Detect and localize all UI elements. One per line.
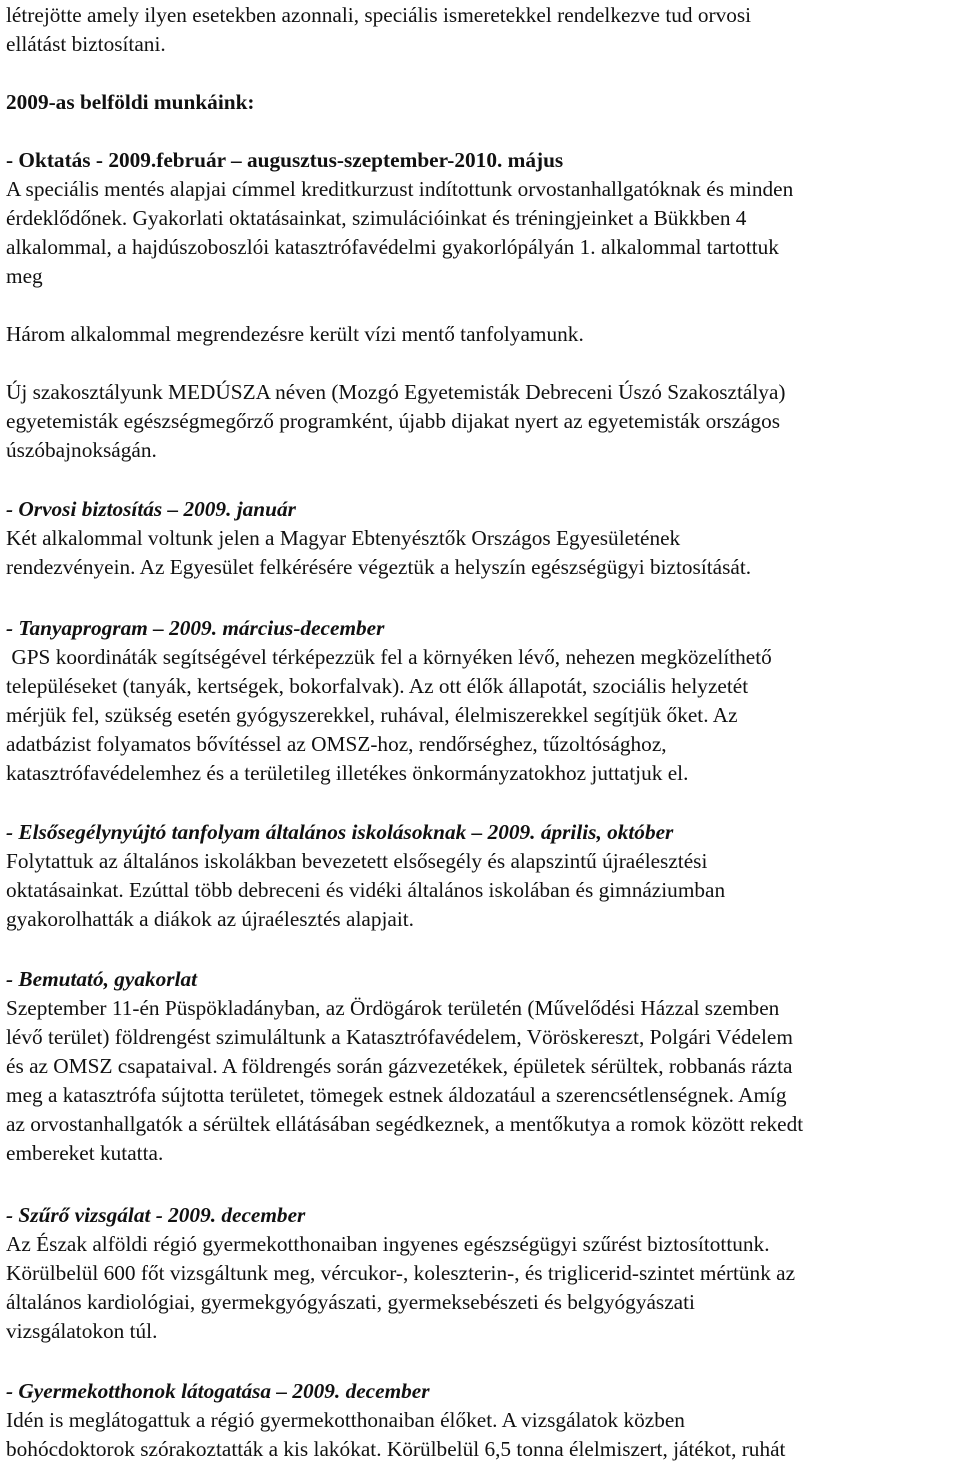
paragraph-line: Szeptember 11-én Püspökladányban, az Ördögárok területén (Művelődési Házzal szemben bbox=[6, 996, 780, 1020]
bemutato-heading: - Bemutató, gyakorlat bbox=[6, 967, 198, 991]
paragraph-line: Két alkalommal voltunk jelen a Magyar Ebtenyésztők Országos Egyesületének bbox=[6, 526, 681, 550]
elsosegely-heading: - Elsősegélynyújtó tanfolyam általános iskolásoknak – 2009. április, október bbox=[6, 820, 674, 844]
paragraph-line: rendezvényein. Az Egyesület felkérésére végeztük a helyszín egészségügyi biztosítását. bbox=[6, 555, 752, 579]
tanya-heading: - Tanyaprogram – 2009. március-december bbox=[6, 616, 385, 640]
paragraph-line: Körülbelül 600 főt vizsgáltunk meg, vércukor-, koleszterin-, és triglicerid-szintet mértünk az bbox=[6, 1261, 796, 1285]
paragraph-line: úszóbajnokságán. bbox=[6, 438, 157, 462]
paragraph-line: az orvostanhallgatók a sérültek ellátásában segédkeznek, a mentőkutya a romok között rekedt bbox=[6, 1112, 804, 1136]
section-heading: 2009-as belföldi munkáink: bbox=[6, 90, 255, 114]
paragraph-line: Az Észak alföldi régió gyermekotthonaiban ingyenes egészségügyi szűrést biztosítottunk. bbox=[6, 1232, 770, 1256]
intro-line: ellátást biztosítani. bbox=[6, 32, 166, 56]
paragraph-line: meg bbox=[6, 264, 43, 288]
paragraph-line: érdeklődőnek. Gyakorlati oktatásainkat, szimulációinkat és tréningjeinket a Bükkben 4 bbox=[6, 206, 747, 230]
paragraph-line: oktatásainkat. Ezúttal több debreceni és vidéki általános iskolában és gimnáziumban bbox=[6, 878, 726, 902]
paragraph-line: GPS koordináták segítségével térképezzük fel a környéken lévő, nehezen megközelíthető bbox=[6, 645, 772, 669]
paragraph-line: embereket kutatta. bbox=[6, 1141, 164, 1165]
paragraph-line: A speciális mentés alapjai címmel kreditkurzust indítottunk orvostanhallgatóknak és minden bbox=[6, 177, 794, 201]
gyermek-heading: - Gyermekotthonok látogatása – 2009. december bbox=[6, 1379, 430, 1403]
paragraph-line: alkalommal, a hajdúszoboszlói katasztrófavédelmi gyakorlópályán 1. alkalommal tartottuk bbox=[6, 235, 779, 259]
paragraph-line: Folytattuk az általános iskolákban bevezetett elsősegély és alapszintű újraélesztési bbox=[6, 849, 708, 873]
paragraph-line: katasztrófavédelemhez és a területileg illetékes önkormányzatokhoz juttatjuk el. bbox=[6, 761, 689, 785]
paragraph-line: mérjük fel, szükség esetén gyógyszerekkel, ruhával, élelmiszerekkel segítjük őket. Az bbox=[6, 703, 738, 727]
orvosi-heading: - Orvosi biztosítás – 2009. január bbox=[6, 497, 296, 521]
paragraph-line: meg a katasztrófa sújtotta területet, tömegek estnek áldozatául a szerencsétlenségnek. Amíg bbox=[6, 1083, 787, 1107]
paragraph-line: Idén is meglátogattuk a régió gyermekotthonaiban élőket. A vizsgálatok közben bbox=[6, 1408, 685, 1432]
paragraph-line: településeket (tanyák, kertségek, bokorfalvak). Az ott élők állapotát, szociális helyzetét bbox=[6, 674, 749, 698]
paragraph-line: bohócdoktorok szórakoztatták a kis lakókat. Körülbelül 6,5 tonna élelmiszert, játékot, ruhát bbox=[6, 1437, 786, 1461]
paragraph-line: Új szakosztályunk MEDÚSZA néven (Mozgó Egyetemisták Debreceni Úszó Szakosztálya) bbox=[6, 380, 786, 404]
paragraph-line: gyakorolhatták a diákok az újraélesztés alapjait. bbox=[6, 907, 415, 931]
szuro-heading: - Szűrő vizsgálat - 2009. december bbox=[6, 1203, 306, 1227]
paragraph-line: általános kardiológiai, gyermekgyógyászati, gyermeksebészeti és belgyógyászati bbox=[6, 1290, 695, 1314]
oktatas-heading: - Oktatás - 2009.február – augusztus-szeptember-2010. május bbox=[6, 148, 564, 172]
paragraph-line: és az OMSZ csapataival. A földrengés során gázvezetékek, épületek sérültek, robbanás rázta bbox=[6, 1054, 793, 1078]
paragraph-line: vizsgálatokon túl. bbox=[6, 1319, 158, 1343]
paragraph-line: egyetemisták egészségmegőrző programként, újabb dijakat nyert az egyetemisták országos bbox=[6, 409, 781, 433]
paragraph-line: lévő terület) földrengést szimuláltunk a Katasztrófavédelem, Vöröskereszt, Polgári Védelem bbox=[6, 1025, 793, 1049]
paragraph-line: adatbázist folyamatos bővítéssel az OMSZ-hoz, rendőrséghez, tűzoltósághoz, bbox=[6, 732, 667, 756]
intro-line: létrejötte amely ilyen esetekben azonnali, speciális ismeretekkel rendelkezve tud orvosi bbox=[6, 3, 752, 27]
paragraph-line: Három alkalommal megrendezésre került vízi mentő tanfolyamunk. bbox=[6, 322, 584, 346]
